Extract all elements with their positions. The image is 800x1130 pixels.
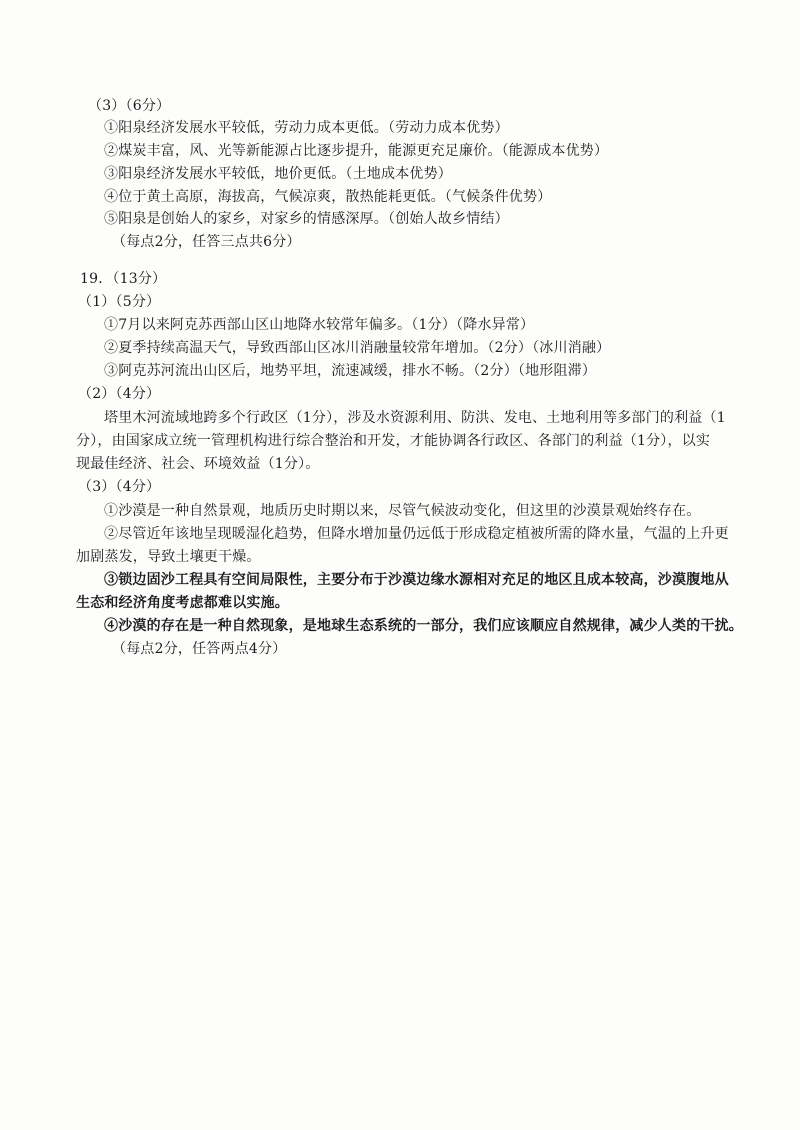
q19-part3-line-4: ③锁边固沙工程具有空间局限性，主要分布于沙漠边缘水源相对充足的地区且成本较高，沙漠腹地从 xyxy=(104,572,729,588)
q19-part2-label: （2）（4分） xyxy=(78,386,161,402)
q19-part3-line-2: ②尽管近年该地呈现暖湿化趋势，但降水增加量仍远低于形成稳定植被所需的降水量，气温的上升更 xyxy=(104,526,729,542)
q19-part1-item-1: ①7月以来阿克苏西部山区山地降水较常年偏多。（1分）（降水异常） xyxy=(104,317,535,333)
q19-part2-line-3: 现最佳经济、社会、环境效益（1分）。 xyxy=(76,456,320,472)
q18-part3-item-1: ①阳泉经济发展水平较低，劳动力成本更低。（劳动力成本优势） xyxy=(104,120,509,136)
q19-part1-item-2: ②夏季持续高温天气，导致西部山区冰川消融量较常年增加。（2分）（冰川消融） xyxy=(104,340,611,356)
q18-part3-item-2: ②煤炭丰富，风、光等新能源占比逐步提升，能源更充足廉价。（能源成本优势） xyxy=(104,143,609,159)
q19-label: 19．（13分） xyxy=(80,271,167,287)
q19-part1-label: （1）（5分） xyxy=(78,294,161,310)
q18-part3-note: （每点2分，任答三点共6分） xyxy=(112,234,301,250)
q18-part3-item-3: ③阳泉经济发展水平较低，地价更低。（土地成本优势） xyxy=(104,166,452,182)
q18-part3-item-4: ④位于黄土高原，海拔高，气候凉爽，散热能耗更低。（气候条件优势） xyxy=(104,189,552,205)
q19-part3-line-3: 加剧蒸发，导致土壤更干燥。 xyxy=(76,549,261,565)
q19-part3-note: （每点2分，任答两点4分） xyxy=(112,641,287,657)
q19-part3-line-1: ①沙漠是一种自然景观，地质历史时期以来，尽管气候波动变化，但这里的沙漠景观始终存在。 xyxy=(104,503,701,519)
q19-part3-line-5: 生态和经济角度考虑都难以实施。 xyxy=(76,595,289,611)
q19-part3-label: （3）（4分） xyxy=(78,479,161,495)
q19-part2-line-1: 塔里木河流域地跨多个行政区（1分），涉及水资源利用、防洪、发电、土地利用等多部门的利益（1 xyxy=(104,410,726,426)
q19-part3-line-6: ④沙漠的存在是一种自然现象，是地球生态系统的一部分，我们应该顺应自然规律，减少人类的干扰。 xyxy=(104,618,743,634)
q19-part2-line-2: 分），由国家成立统一管理机构进行综合整治和开发，才能协调各行政区、各部门的利益（1分），以实 xyxy=(76,433,711,449)
q19-part1-item-3: ③阿克苏河流出山区后，地势平坦，流速减缓，排水不畅。（2分）（地形阻滞） xyxy=(104,363,597,379)
q18-part3-item-5: ⑤阳泉是创始人的家乡，对家乡的情感深厚。（创始人故乡情结） xyxy=(104,211,509,227)
q18-part3-label: （3）（6分） xyxy=(88,98,171,114)
